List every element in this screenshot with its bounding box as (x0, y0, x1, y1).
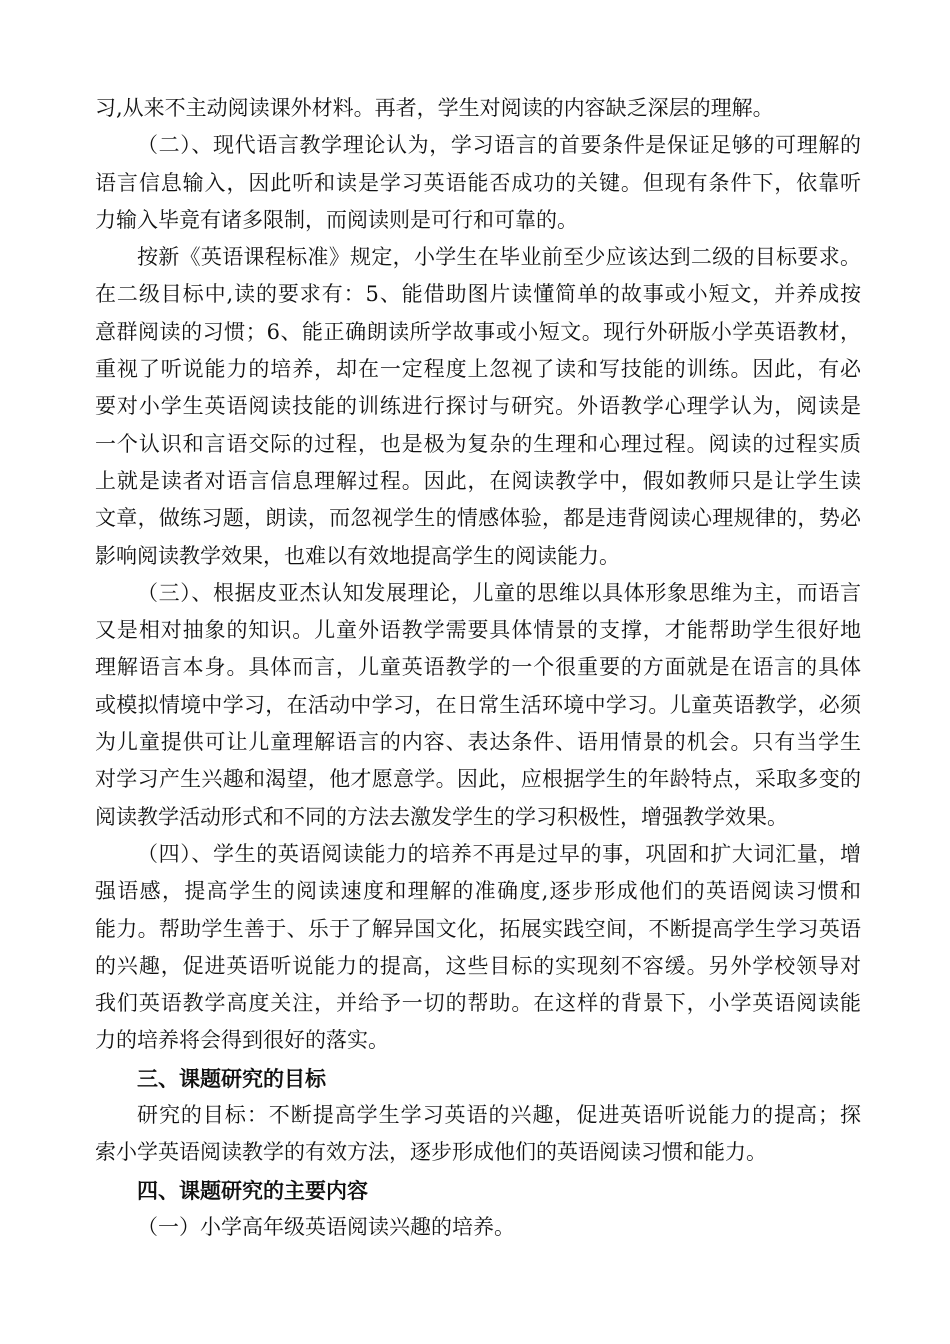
text-line: （二）、现代语言教学理论认为，学习语言的首要条件是保证足够的可理解的 (137, 133, 861, 158)
text-line: 在二级目标中,读的要求有：5、能借助图片读懂简单的故事或小短文，并养成按 (95, 282, 861, 307)
text-line: 的兴趣，促进英语听说能力的提高，这些目标的实现刻不容缓。另外学校领导对 (95, 953, 861, 978)
text-line: 或模拟情境中学习，在活动中学习，在日常生活环境中学习。儿童英语教学，必须 (95, 692, 861, 717)
text-line: 研究的目标：不断提高学生学习英语的兴趣，促进英语听说能力的提高；探 (137, 1103, 861, 1128)
text-line: 能力。帮助学生善于、乐于了解异国文化，拓展实践空间，不断提高学生学习英语 (95, 916, 861, 941)
text-line: 要对小学生英语阅读技能的训练进行探讨与研究。外语教学心理学认为，阅读是 (95, 394, 861, 419)
text-line: 对学习产生兴趣和渴望，他才愿意学。因此，应根据学生的年龄特点，采取多变的 (95, 767, 861, 792)
text-line: 语言信息输入，因此听和读是学习英语能否成功的关键。但现有条件下，依靠听 (95, 170, 861, 195)
text-line: 力输入毕竟有诸多限制，而阅读则是可行和可靠的。 (95, 207, 578, 232)
text-line: 为儿童提供可让儿童理解语言的内容、表达条件、语用情景的机会。只有当学生 (95, 730, 861, 755)
text-line: 习,从来不主动阅读课外材料。再者，学生对阅读的内容缺乏深层的理解。 (95, 96, 774, 120)
section-heading: 四、课题研究的主要内容 (137, 1177, 368, 1203)
text-line: 按新《英语课程标准》规定，小学生在毕业前至少应该达到二级的目标要求。 (137, 245, 861, 270)
text-line: 我们英语教学高度关注，并给予一切的帮助。在这样的背景下，小学英语阅读能 (95, 991, 861, 1016)
text-line: 一个认识和言语交际的过程，也是极为复杂的生理和心理过程。阅读的过程实质 (95, 431, 861, 456)
text-line: 力的培养将会得到很好的落实。 (95, 1028, 389, 1053)
text-line: 理解语言本身。具体而言，儿童英语教学的一个很重要的方面就是在语言的具体 (95, 655, 861, 680)
text-line: 索小学英语阅读教学的有效方法，逐步形成他们的英语阅读习惯和能力。 (95, 1140, 767, 1165)
text-line: 强语感，提高学生的阅读速度和理解的准确度,逐步形成他们的英语阅读习惯和 (95, 879, 861, 904)
text-line: 影响阅读教学效果，也难以有效地提高学生的阅读能力。 (95, 543, 620, 568)
text-line: 又是相对抽象的知识。儿童外语教学需要具体情景的支撑，才能帮助学生很好地 (95, 618, 861, 643)
text-line: 上就是读者对语言信息理解过程。因此，在阅读教学中，假如教师只是让学生读 (95, 468, 861, 493)
text-line: 意群阅读的习惯；6、能正确朗读所学故事或小短文。现行外研版小学英语教材， (95, 319, 861, 344)
text-line: （四）、学生的英语阅读能力的培养不再是过早的事，巩固和扩大词汇量，增 (137, 841, 861, 866)
text-line: 文章，做练习题，朗读，而忽视学生的情感体验，都是违背阅读心理规律的，势必 (95, 506, 861, 531)
document-page (95, 90, 861, 1246)
text-line: 阅读教学活动形式和不同的方法去激发学生的学习积极性，增强教学效果。 (95, 804, 788, 829)
text-line: （一）小学高年级英语阅读兴趣的培养。 (137, 1214, 515, 1239)
section-heading: 三、课题研究的目标 (137, 1065, 326, 1091)
text-line: （三）、根据皮亚杰认知发展理论，儿童的思维以具体形象思维为主，而语言 (137, 580, 861, 605)
text-line: 重视了听说能力的培养，却在一定程度上忽视了读和写技能的训练。因此，有必 (95, 357, 861, 382)
